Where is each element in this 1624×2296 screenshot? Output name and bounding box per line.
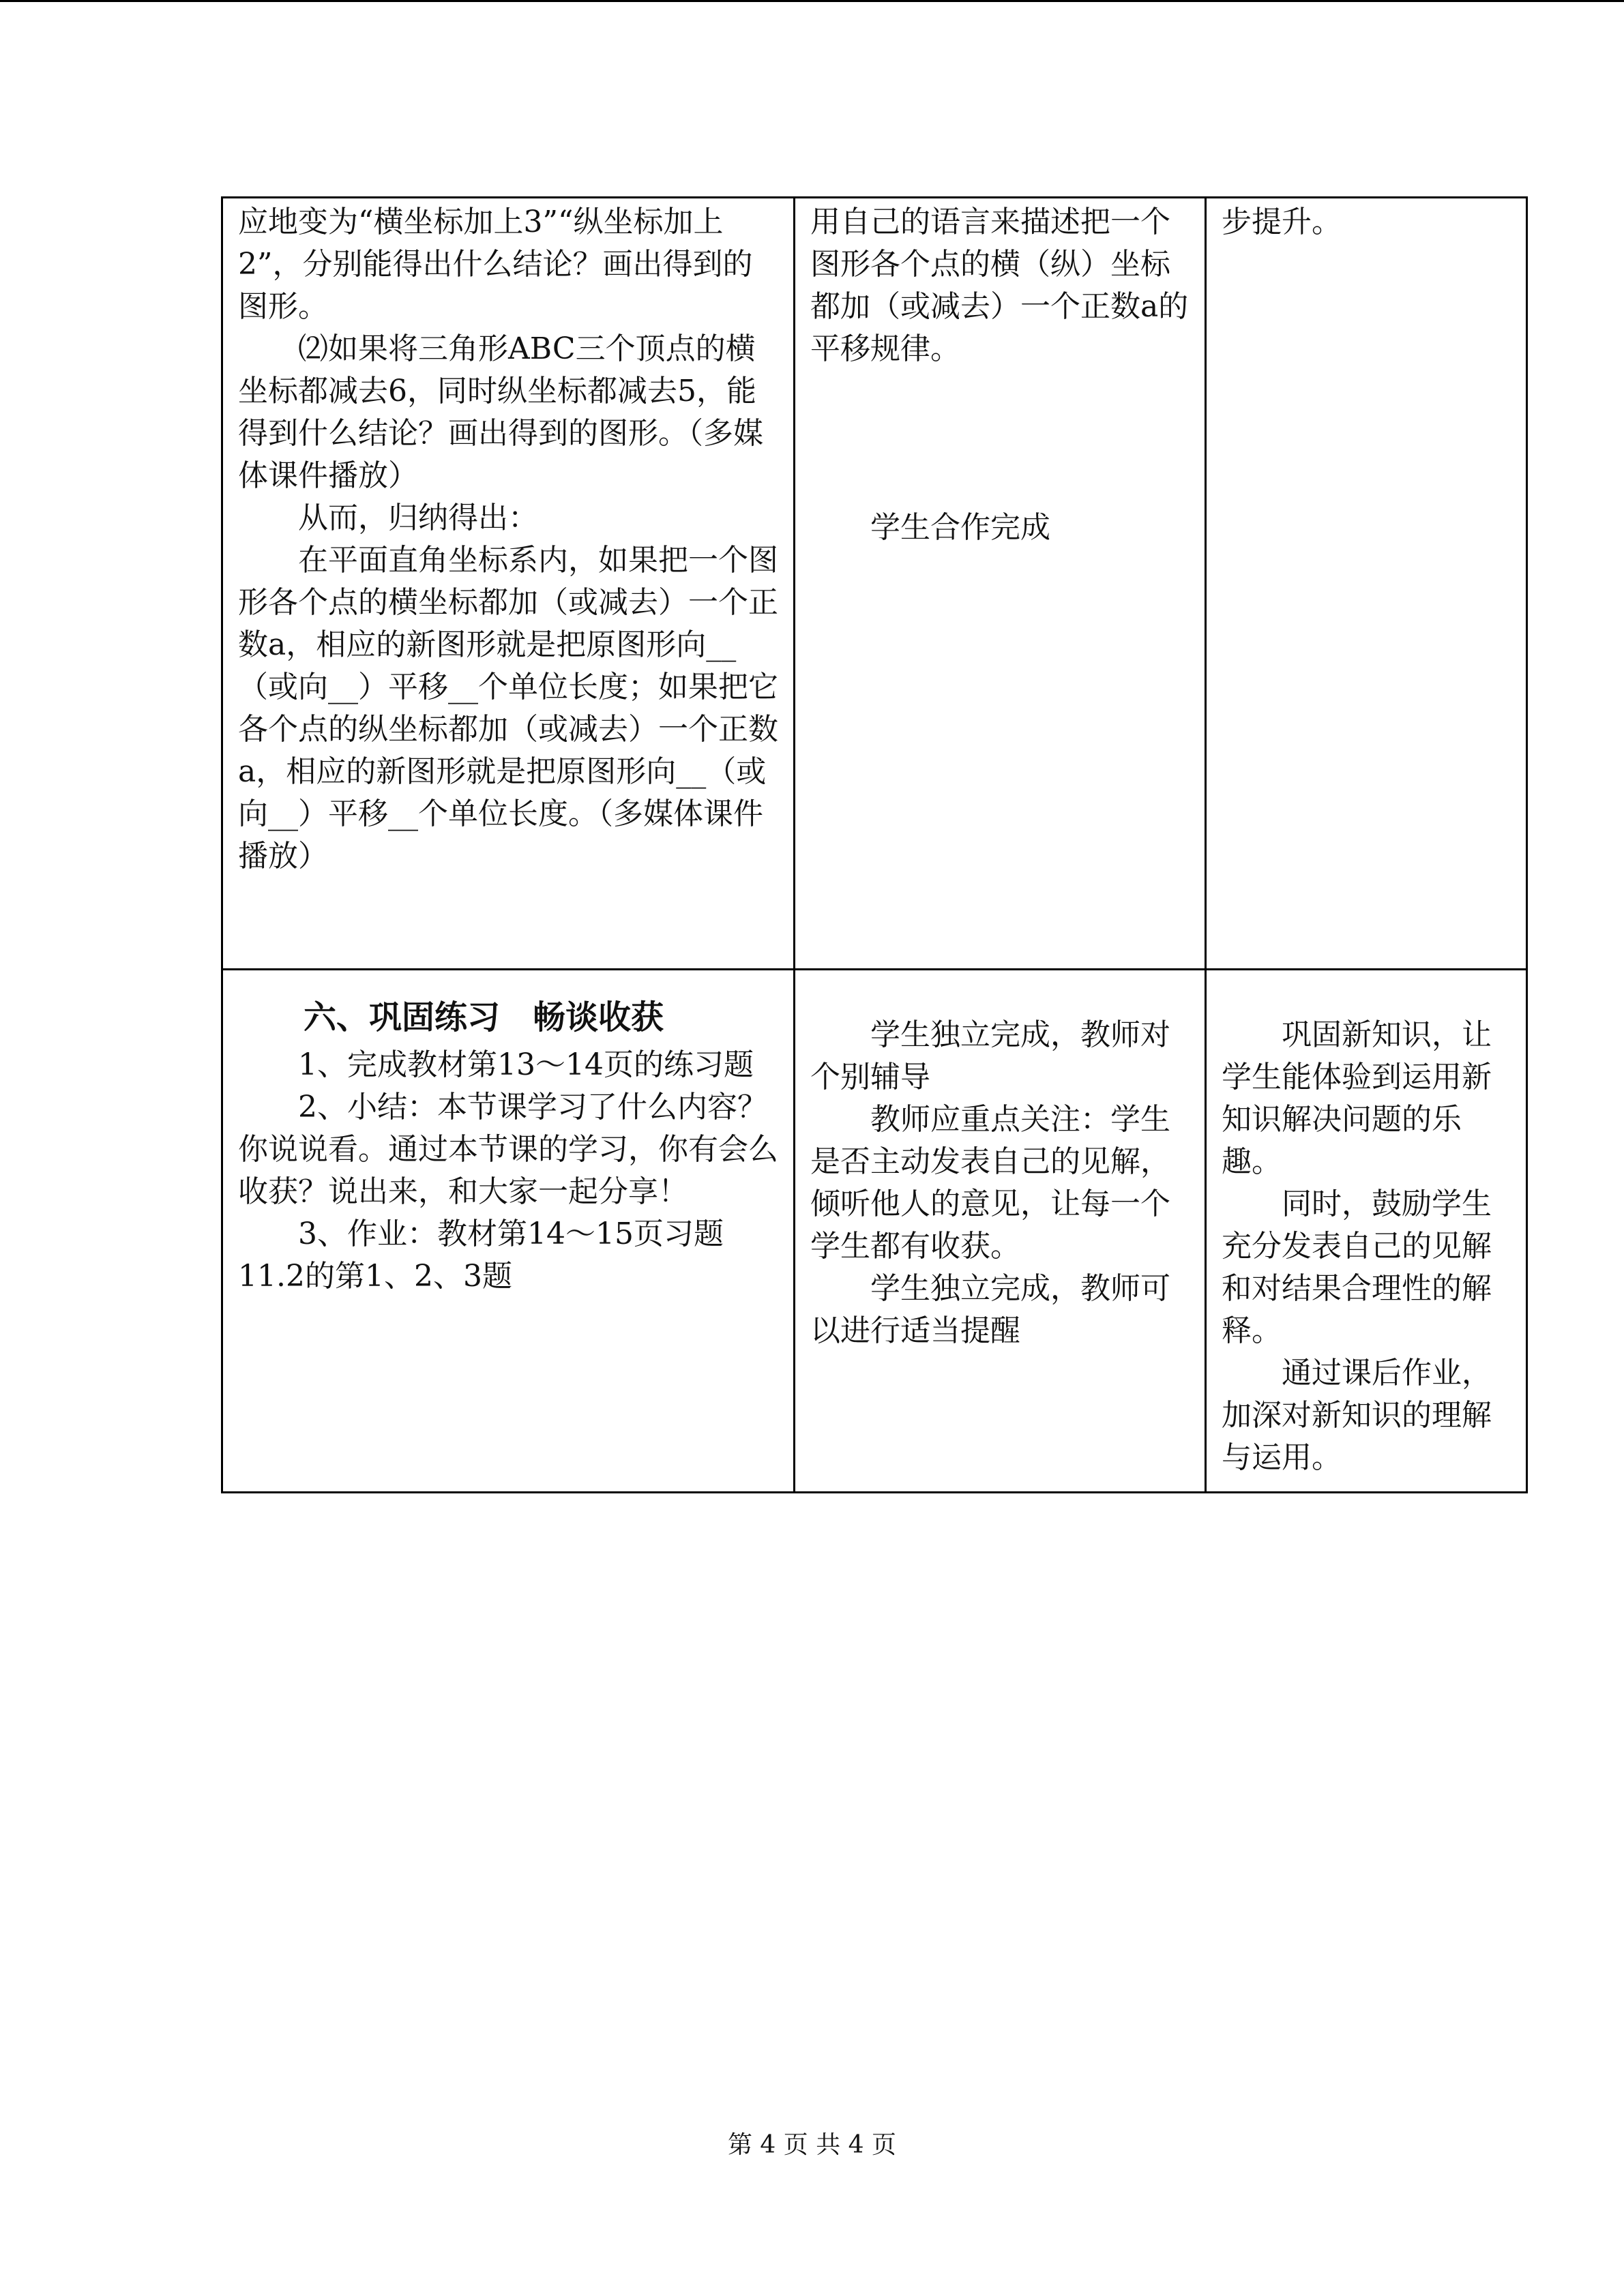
top-border-rule bbox=[0, 0, 1624, 2]
paragraph-translation-rule: 在平面直角坐标系内，如果把一个图形各个点的横坐标都加（或减去）一个正数a，相应的新图形就是把原图形向__（或向__）平移__个单位长度；如果把它各个点的纵坐标都加（或减去）一个正数a，相应的新图形就是把原图形向__（或向__）平移__个单位长度。（多媒体课件播放） bbox=[238, 543, 778, 874]
student-activity-cell bbox=[795, 970, 1206, 1493]
paragraph-summary: 2、小结：本节课学习了什么内容？你说说看。通过本节课的学习，你有会么收获？说出来，和大家一起分享！ bbox=[238, 1090, 778, 1209]
table-row bbox=[222, 970, 1527, 1493]
table-row bbox=[222, 198, 1527, 970]
page-number-footer: 第 4 页 共 4 页 bbox=[727, 2131, 897, 2159]
paragraph-cooperative-work: 学生合作完成 bbox=[870, 510, 1050, 545]
paragraph-progress: 步提升。 bbox=[1222, 205, 1342, 239]
paragraph-question-2: ⑵如果将三角形ABC三个顶点的横坐标都减去6，同时纵坐标都减去5，能得到什么结论？画出得到的图形。（多媒体课件播放） bbox=[238, 331, 763, 493]
paragraph-homework: 3、作业：教材第14～15页习题11.2的第1、2、3题 bbox=[238, 1217, 724, 1294]
paragraph-exercise: 1、完成教材第13～14页的练习题 bbox=[298, 1047, 754, 1082]
paragraph-describe-rule: 用自己的语言来描述把一个图形各个点的横（纵）坐标 都加（或减去）一个正数a的平移规律。 bbox=[810, 205, 1189, 366]
student-activity-cell bbox=[795, 198, 1206, 970]
paragraph-teacher-focus: 教师应重点关注：学生是否主动发表自己的见解，倾听他人的意见，让每一个学生都有收获。 bbox=[810, 1102, 1170, 1264]
paragraph-deepen: 通过课后作业，加深对新知识的理解与运用。 bbox=[1222, 1356, 1492, 1475]
design-intent-cell bbox=[1206, 970, 1527, 1493]
paragraph-independent-work: 学生独立完成，教师对个别辅导 bbox=[810, 1017, 1170, 1094]
paragraph-transform-continuation: 应地变为“横坐标加上3”“纵坐标加上2”，分别能得出什么结论？画出得到的图形。 bbox=[238, 205, 753, 324]
teaching-process-cell bbox=[222, 970, 795, 1493]
section-heading: 六、巩固练习 畅谈收获 bbox=[304, 998, 664, 1037]
lesson-plan-table bbox=[221, 196, 1528, 1493]
design-intent-cell bbox=[1206, 198, 1527, 970]
paragraph-conclusion-intro: 从而，归纳得出： bbox=[298, 501, 538, 535]
paragraph-encourage: 同时，鼓励学生充分发表自己的见解和对结果合理性的解释。 bbox=[1222, 1187, 1492, 1348]
teaching-process-cell bbox=[222, 198, 795, 970]
paragraph-consolidate: 巩固新知识，让学生能体验到运用新知识解决问题的乐趣。 bbox=[1222, 1017, 1492, 1179]
paragraph-teacher-reminder: 学生独立完成，教师可以进行适当提醒 bbox=[810, 1271, 1170, 1348]
